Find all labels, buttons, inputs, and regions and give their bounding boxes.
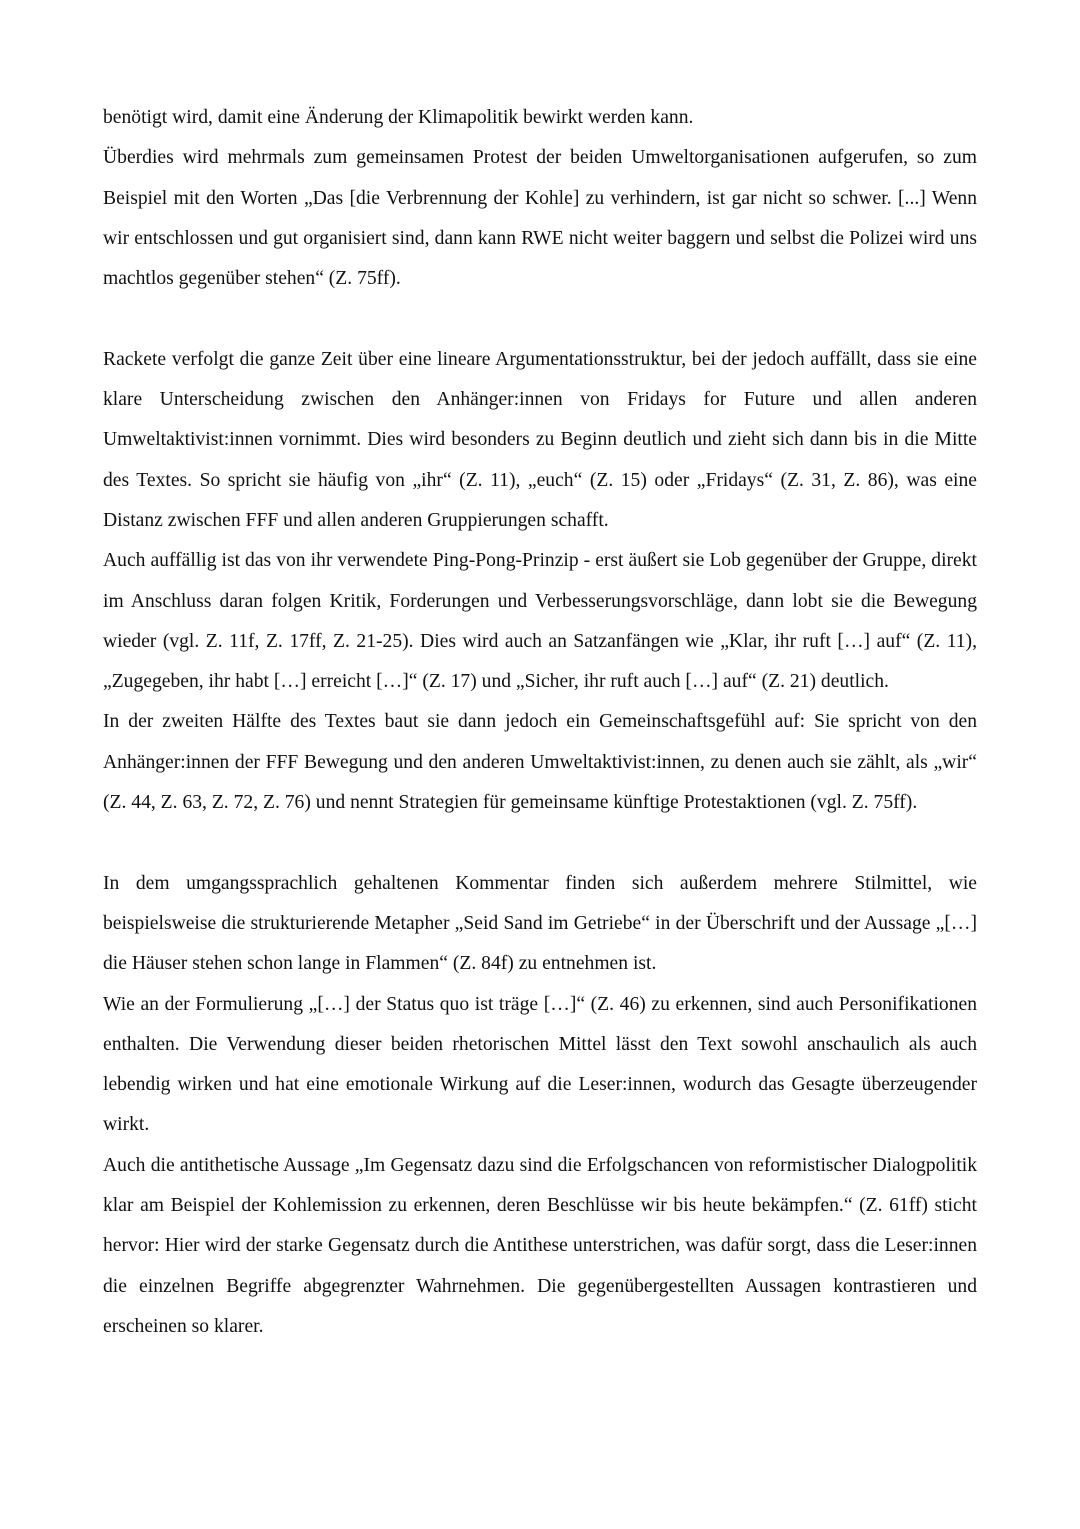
paragraph-spacer xyxy=(103,299,977,339)
paragraph-argument-structure: Rackete verfolgt die ganze Zeit über eine lineare Argumentationsstruktur, bei der jedoch auffällt, dass sie eine klare Unterscheidung zwischen den Anhänger:innen von Fridays for Future und allen anderen Umweltaktivist:innen vornimmt. Dies wird besonders zu Beginn deutlich und zieht sich dann bis in die Mitte des Textes. So spricht sie häufig von „ihr“ (Z. 11), „euch“ (Z. 15) oder „Fridays“ (Z. 31, Z. 86), was eine Distanz zwischen FFF und allen anderen Gruppierungen schafft. xyxy=(103,348,977,531)
paragraph-stylistic-devices: In dem umgangssprachlich gehaltenen Kommentar finden sich außerdem mehrere Stilmittel, wie beispielsweise die strukturierende Metapher „Seid Sand im Getriebe“ in der Überschrift und der Aussage „[…] die Häuser stehen schon lange in Flammen“ (Z. 84f) zu entnehmen ist. xyxy=(103,872,977,975)
paragraph-joint-protest: Überdies wird mehrmals zum gemeinsamen Protest der beiden Umweltorganisationen aufgerufen, so zum Beispiel mit den Worten „Das [die Verbrennung der Kohle] zu verhindern, ist gar nicht so schwer. [...] Wenn wir entschlossen und gut organisiert sind, dann kann RWE nicht weiter baggern und selbst die Polizei wird uns machtlos gegenüber stehen“ (Z. 75ff). xyxy=(103,147,977,290)
paragraph-community-feeling: In der zweiten Hälfte des Textes baut sie dann jedoch ein Gemeinschaftsgefühl auf: Sie spricht von den Anhänger:innen der FFF Bewegung und den anderen Umweltaktivist:innen, zu denen auch sie zählt, als „wir“ (Z. 44, Z. 63, Z. 72, Z. 76) und nennt Strategien für gemeinsame künftige Protestaktionen (vgl. Z. 75ff). xyxy=(103,711,977,814)
document-page xyxy=(103,98,977,1347)
paragraph-spacer xyxy=(103,823,977,863)
paragraph-ping-pong-principle: Auch auffällig ist das von ihr verwendete Ping-Pong-Prinzip - erst äußert sie Lob gegenüber der Gruppe, direkt im Anschluss daran folgen Kritik, Forderungen und Verbesserungsvorschläge, dann lobt sie die Bewegung wieder (vgl. Z. 11f, Z. 17ff, Z. 21-25). Dies wird auch an Satzanfängen wie „Klar, ihr ruft […] auf“ (Z. 11), „Zugegeben, ihr habt […] erreicht […]“ (Z. 17) und „Sicher, ihr ruft auch […] auf“ (Z. 21) deutlich. xyxy=(103,550,977,693)
paragraph-antithesis: Auch die antithetische Aussage „Im Gegensatz dazu sind die Erfolgschancen von reformistischer Dialogpolitik klar am Beispiel der Kohlemission zu erkennen, deren Beschlüsse wir bis heute bekämpfen.“ (Z. 61ff) sticht hervor: Hier wird der starke Gegensatz durch die Antithese unterstrichen, was dafür sorgt, dass die Leser:innen die einzelnen Begriffe abgegrenzter Wahrnehmen. Die gegenübergestellten Aussagen kontrastieren und erscheinen so klarer. xyxy=(103,1154,977,1337)
paragraph-personification: Wie an der Formulierung „[…] der Status quo ist träge […]“ (Z. 46) zu erkennen, sind auch Personifikationen enthalten. Die Verwendung dieser beiden rhetorischen Mittel lässt den Text sowohl anschaulich als auch lebendig wirken und hat eine emotionale Wirkung auf die Leser:innen, wodurch das Gesagte überzeugender wirkt. xyxy=(103,993,977,1136)
paragraph-climate-policy-end: benötigt wird, damit eine Änderung der Klimapolitik bewirkt werden kann. xyxy=(103,107,694,128)
